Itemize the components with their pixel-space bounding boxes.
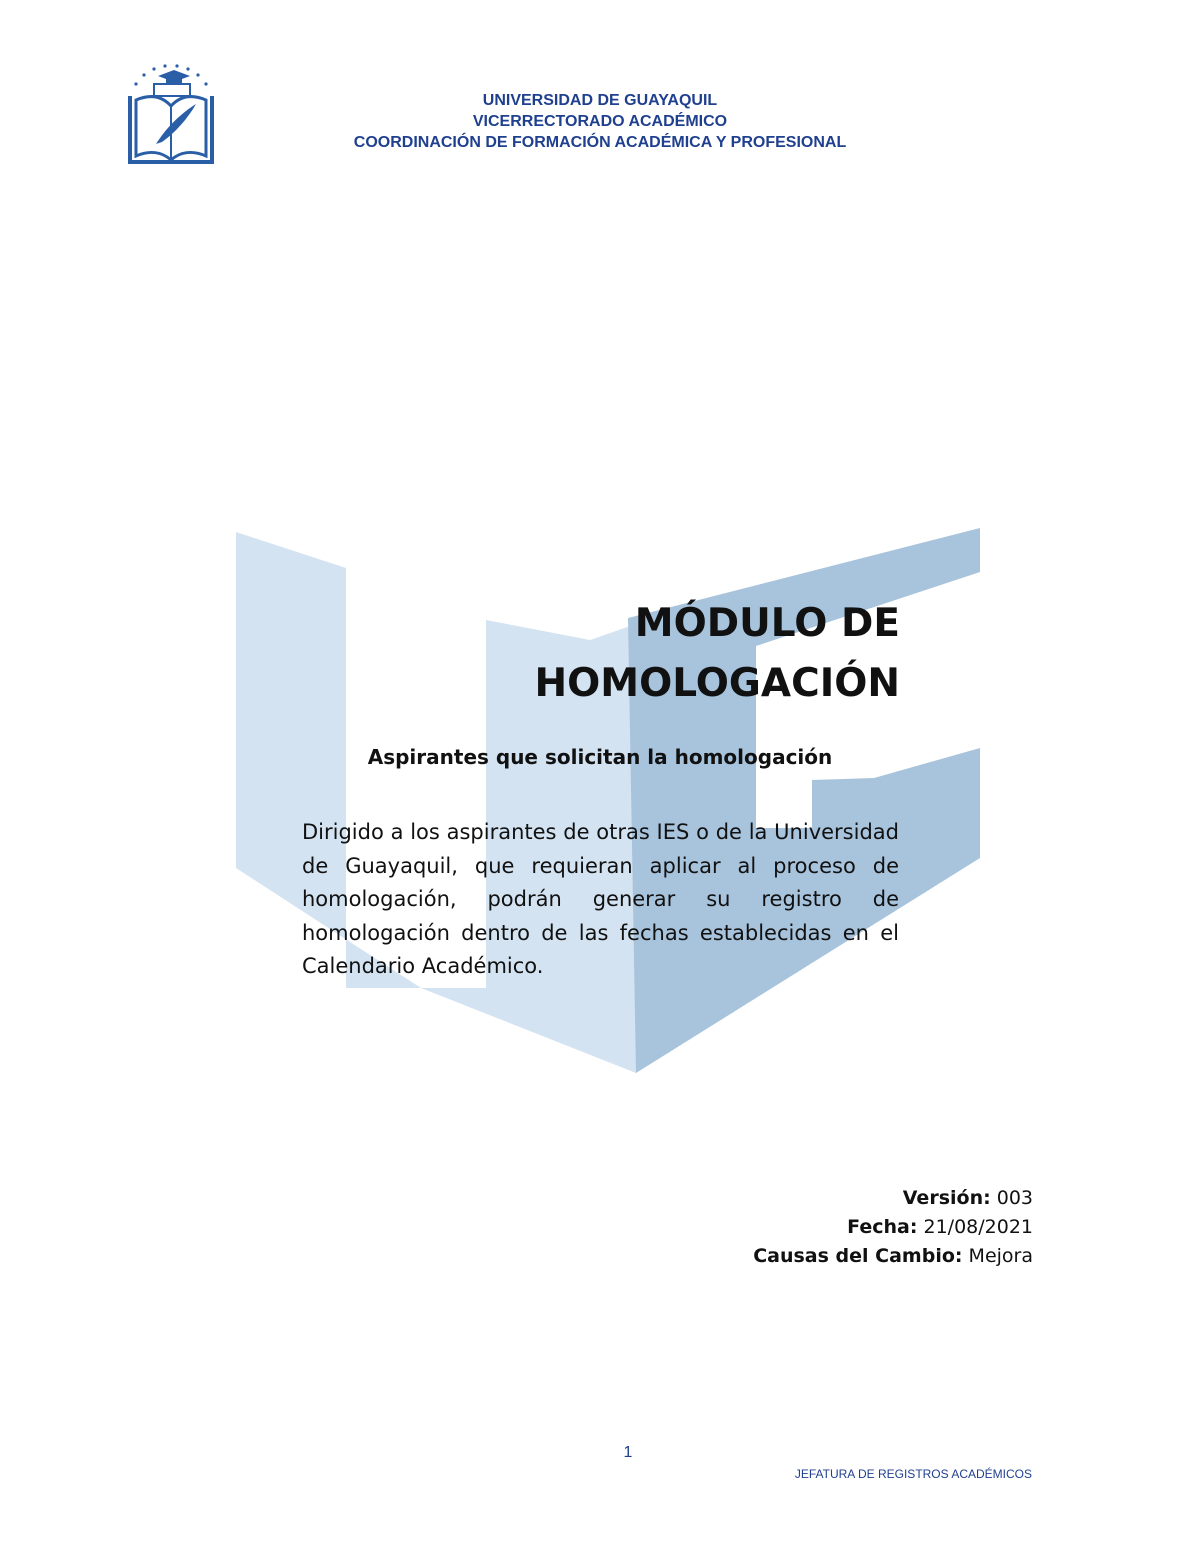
change-cause-label: Causas del Cambio: — [753, 1245, 963, 1267]
version-line — [600, 1184, 1033, 1213]
document-metadata — [600, 1184, 1033, 1271]
date-value: 21/08/2021 — [923, 1216, 1033, 1238]
header-vicerrectorado: VICERRECTORADO ACADÉMICO — [472, 113, 728, 130]
title-line-1: MÓDULO DE — [634, 601, 900, 646]
institution-header — [300, 90, 900, 153]
page-number: 1 — [623, 1444, 633, 1461]
footer-department: JEFATURA DE REGISTROS ACADÉMICOS — [794, 1467, 1032, 1481]
change-cause-line — [600, 1242, 1033, 1271]
date-label: Fecha: — [847, 1216, 918, 1238]
university-logo-icon — [122, 56, 220, 168]
header-university: UNIVERSIDAD DE GUAYAQUIL — [482, 92, 718, 109]
header-coordination: COORDINACIÓN DE FORMACIÓN ACADÉMICA Y PROFESIONAL — [353, 134, 847, 151]
date-line — [600, 1213, 1033, 1242]
description-paragraph: Dirigido a los aspirantes de otras IES o de la Universidad de Guayaquil, que requieran aplicar al proceso de homologación, podrán generar su registro de homologación dentro de las fechas establecidas en el Calendario Académico. — [302, 820, 899, 978]
version-value: 003 — [996, 1187, 1033, 1209]
document-title — [420, 594, 900, 714]
change-cause-value: Mejora — [968, 1245, 1033, 1267]
title-line-2: HOMOLOGACIÓN — [534, 661, 900, 706]
version-label: Versión: — [902, 1187, 991, 1209]
document-subtitle: Aspirantes que solicitan la homologación — [367, 745, 833, 769]
